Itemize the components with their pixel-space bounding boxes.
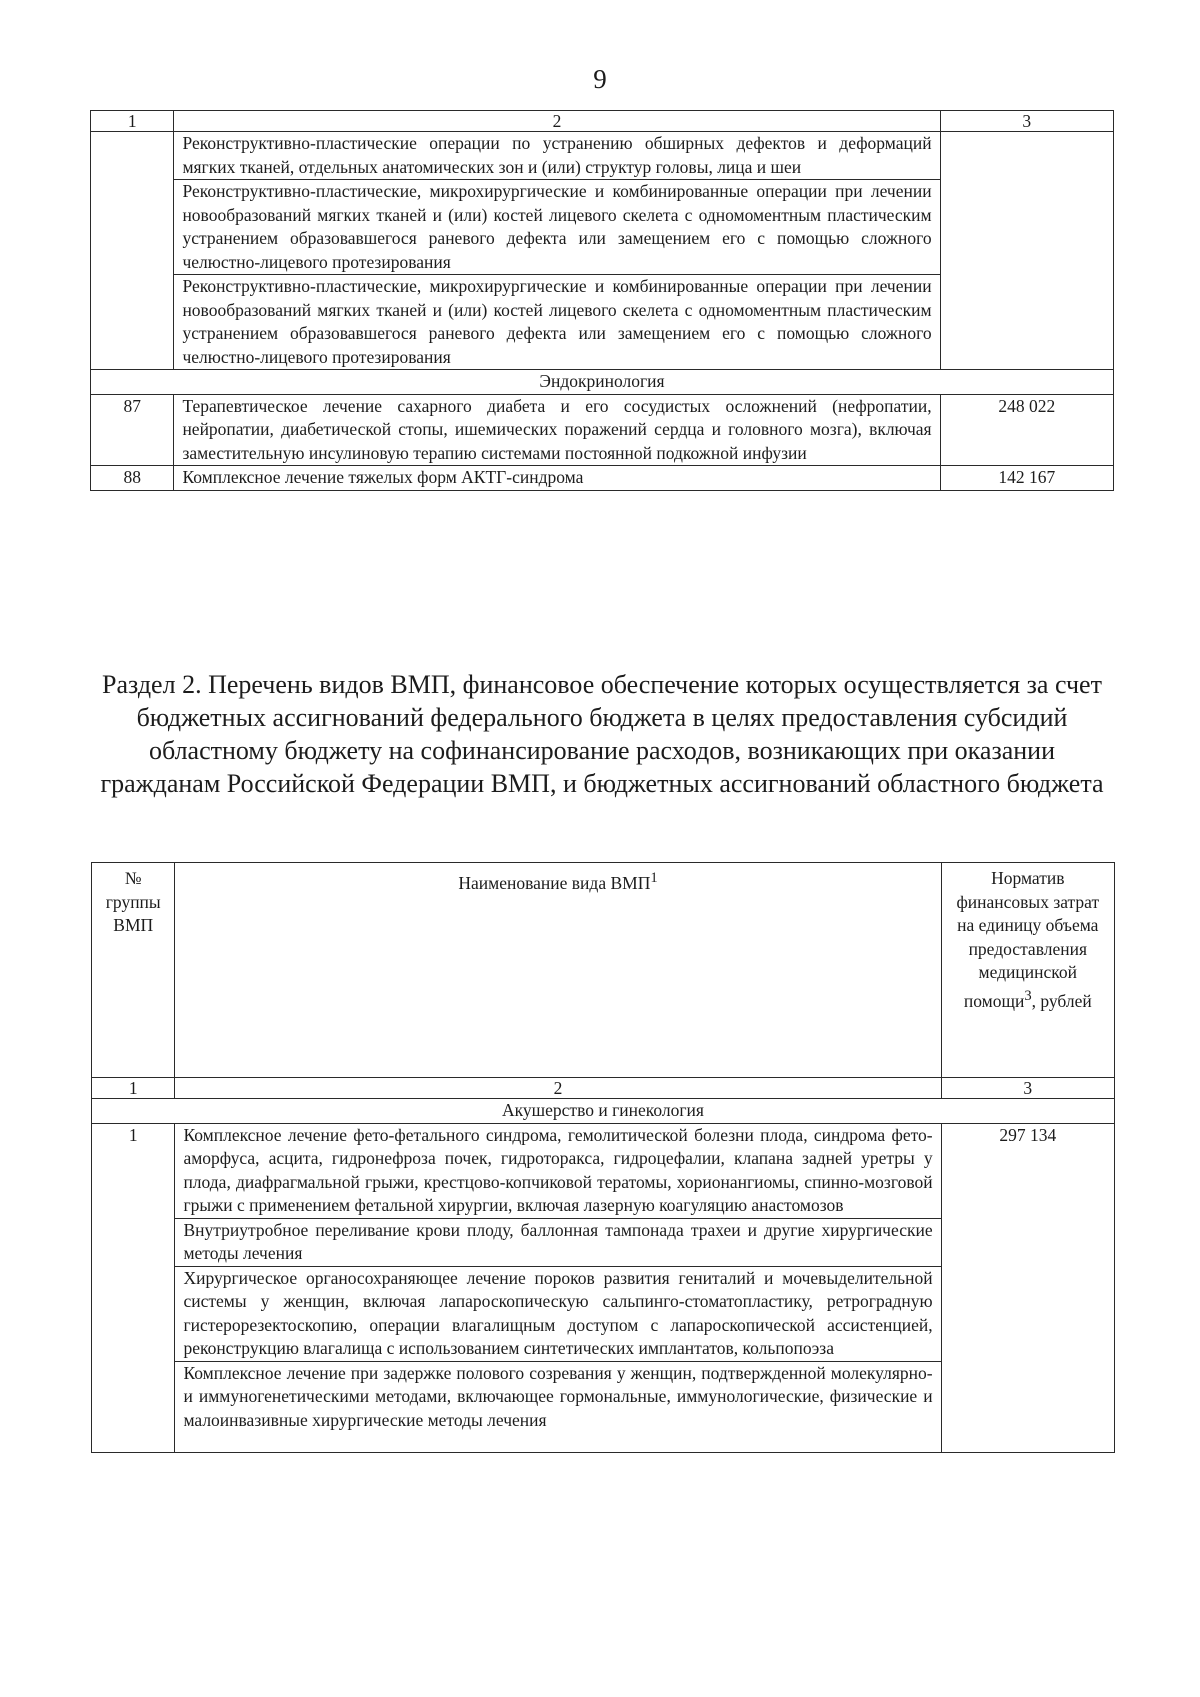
column-number: 2 — [175, 1078, 941, 1099]
cost-value: 297 134 — [941, 1123, 1114, 1452]
column-number: 1 — [91, 111, 174, 132]
header-cost-unit: , рублей — [1031, 990, 1092, 1011]
table-row — [91, 466, 1114, 491]
service-description: Реконструктивно-пластические, микрохирургические и комбинированные операции при лечении новообразований мягких тканей и (или) костей лицевого скелета с одномоментным пластическим устранением образовавшегося раневого дефекта или замещением его с помощью сложного челюстно-лицевого протезирования — [174, 180, 940, 275]
cost-cell — [940, 132, 1113, 370]
section-row — [92, 1099, 1115, 1124]
service-description: Комплексное лечение тяжелых форм АКТГ-синдрома — [174, 466, 940, 491]
page-number: 9 — [593, 64, 607, 94]
header-cost-norm-text: Норматив финансовых затрат на единицу объема предоставления медицинской помощи — [956, 868, 1100, 1011]
group-number: 1 — [92, 1123, 175, 1452]
service-description: Внутриутробное переливание крови плоду, баллонная тампонада трахеи и другие хирургические методы лечения — [175, 1218, 941, 1266]
service-description: Хирургическое органосохраняющее лечение пороков развития гениталий и мочевыделительной системы у женщин, включая лапароскопическую сальпинго-стоматопластику, ретроградную гистерорезектоскопию, операции влагалищным доступом с лапароскопической ассистенцией, реконструкцию влагалища с использованием синтетических имплантатов, кольпопоэза — [175, 1266, 941, 1361]
table-row — [91, 394, 1114, 466]
service-description: Комплексное лечение при задержке полового созревания у женщин, подтвержденной молекулярно- и иммуногенетическими методами, включающее гормональные, иммунологические, физические и малоинвазивные хирургические методы лечения — [175, 1361, 941, 1452]
header-service-name — [175, 863, 941, 1078]
service-description: Комплексное лечение фето-фетального синдрома, гемолитической болезни плода, синдрома фето-аморфуса, асцита, гидронефроза почек, гидроторакса, гидроцефалии, клапана задней уретры у плода, диафрагмальной грыжи, крестцово-копчиковой тератомы, хорионангиомы, спинно-мозговой грыжи с применением фетальной хирургии, включая лазерную коагуляцию анастомозов — [175, 1123, 941, 1218]
service-description: Реконструктивно-пластические операции по устранению обширных дефектов и деформаций мягких тканей, отдельных анатомических зон и (или) структур головы, лица и шеи — [174, 132, 940, 180]
service-description: Реконструктивно-пластические, микрохирургические и комбинированные операции при лечении новообразований мягких тканей и (или) костей лицевого скелета с одномоментным пластическим устранением образовавшегося раневого дефекта или замещением его с помощью сложного челюстно-лицевого протезирования — [174, 275, 940, 370]
column-number: 1 — [92, 1078, 175, 1099]
services-table-section-2 — [91, 862, 1115, 1453]
cost-value: 142 167 — [940, 466, 1113, 491]
header-service-name-text: Наименование вида ВМП — [458, 872, 651, 893]
section-row — [91, 370, 1114, 395]
column-numbers-row — [92, 1078, 1115, 1099]
column-number: 3 — [941, 1078, 1114, 1099]
column-numbers-row — [91, 111, 1114, 132]
section-title-obstetrics: Акушерство и гинекология — [92, 1099, 1115, 1124]
table-row — [91, 132, 1114, 180]
table-row — [92, 1123, 1115, 1218]
group-number-cell — [91, 132, 174, 370]
header-group-number: № группы ВМП — [92, 863, 175, 1078]
header-cost-norm — [941, 863, 1114, 1078]
group-number: 88 — [91, 466, 174, 491]
section-2-heading: Раздел 2. Перечень видов ВМП, финансовое обеспечение которых осуществляется за счет бюджетных ассигнований федерального бюджета в целях предоставления субсидий областному бюджету на софинансирование расходов, возникающих при оказании гражданам Российской Федерации ВМП, и бюджетных ассигнований областного бюджета — [100, 670, 1104, 798]
services-table-continued — [90, 110, 1114, 491]
section-title-endocrinology: Эндокринология — [91, 370, 1114, 395]
footnote-marker: 1 — [650, 870, 658, 886]
column-number: 2 — [174, 111, 940, 132]
group-number: 87 — [91, 394, 174, 466]
footnote-marker: 3 — [1024, 987, 1032, 1004]
cost-value: 248 022 — [940, 394, 1113, 466]
header-row — [92, 863, 1115, 1078]
column-number: 3 — [940, 111, 1113, 132]
service-description: Терапевтическое лечение сахарного диабета и его сосудистых осложнений (нефропатии, нейропатии, диабетической стопы, ишемических поражений сердца и головного мозга), включая заместительную инсулиновую терапию системами постоянной подкожной инфузии — [174, 394, 940, 466]
